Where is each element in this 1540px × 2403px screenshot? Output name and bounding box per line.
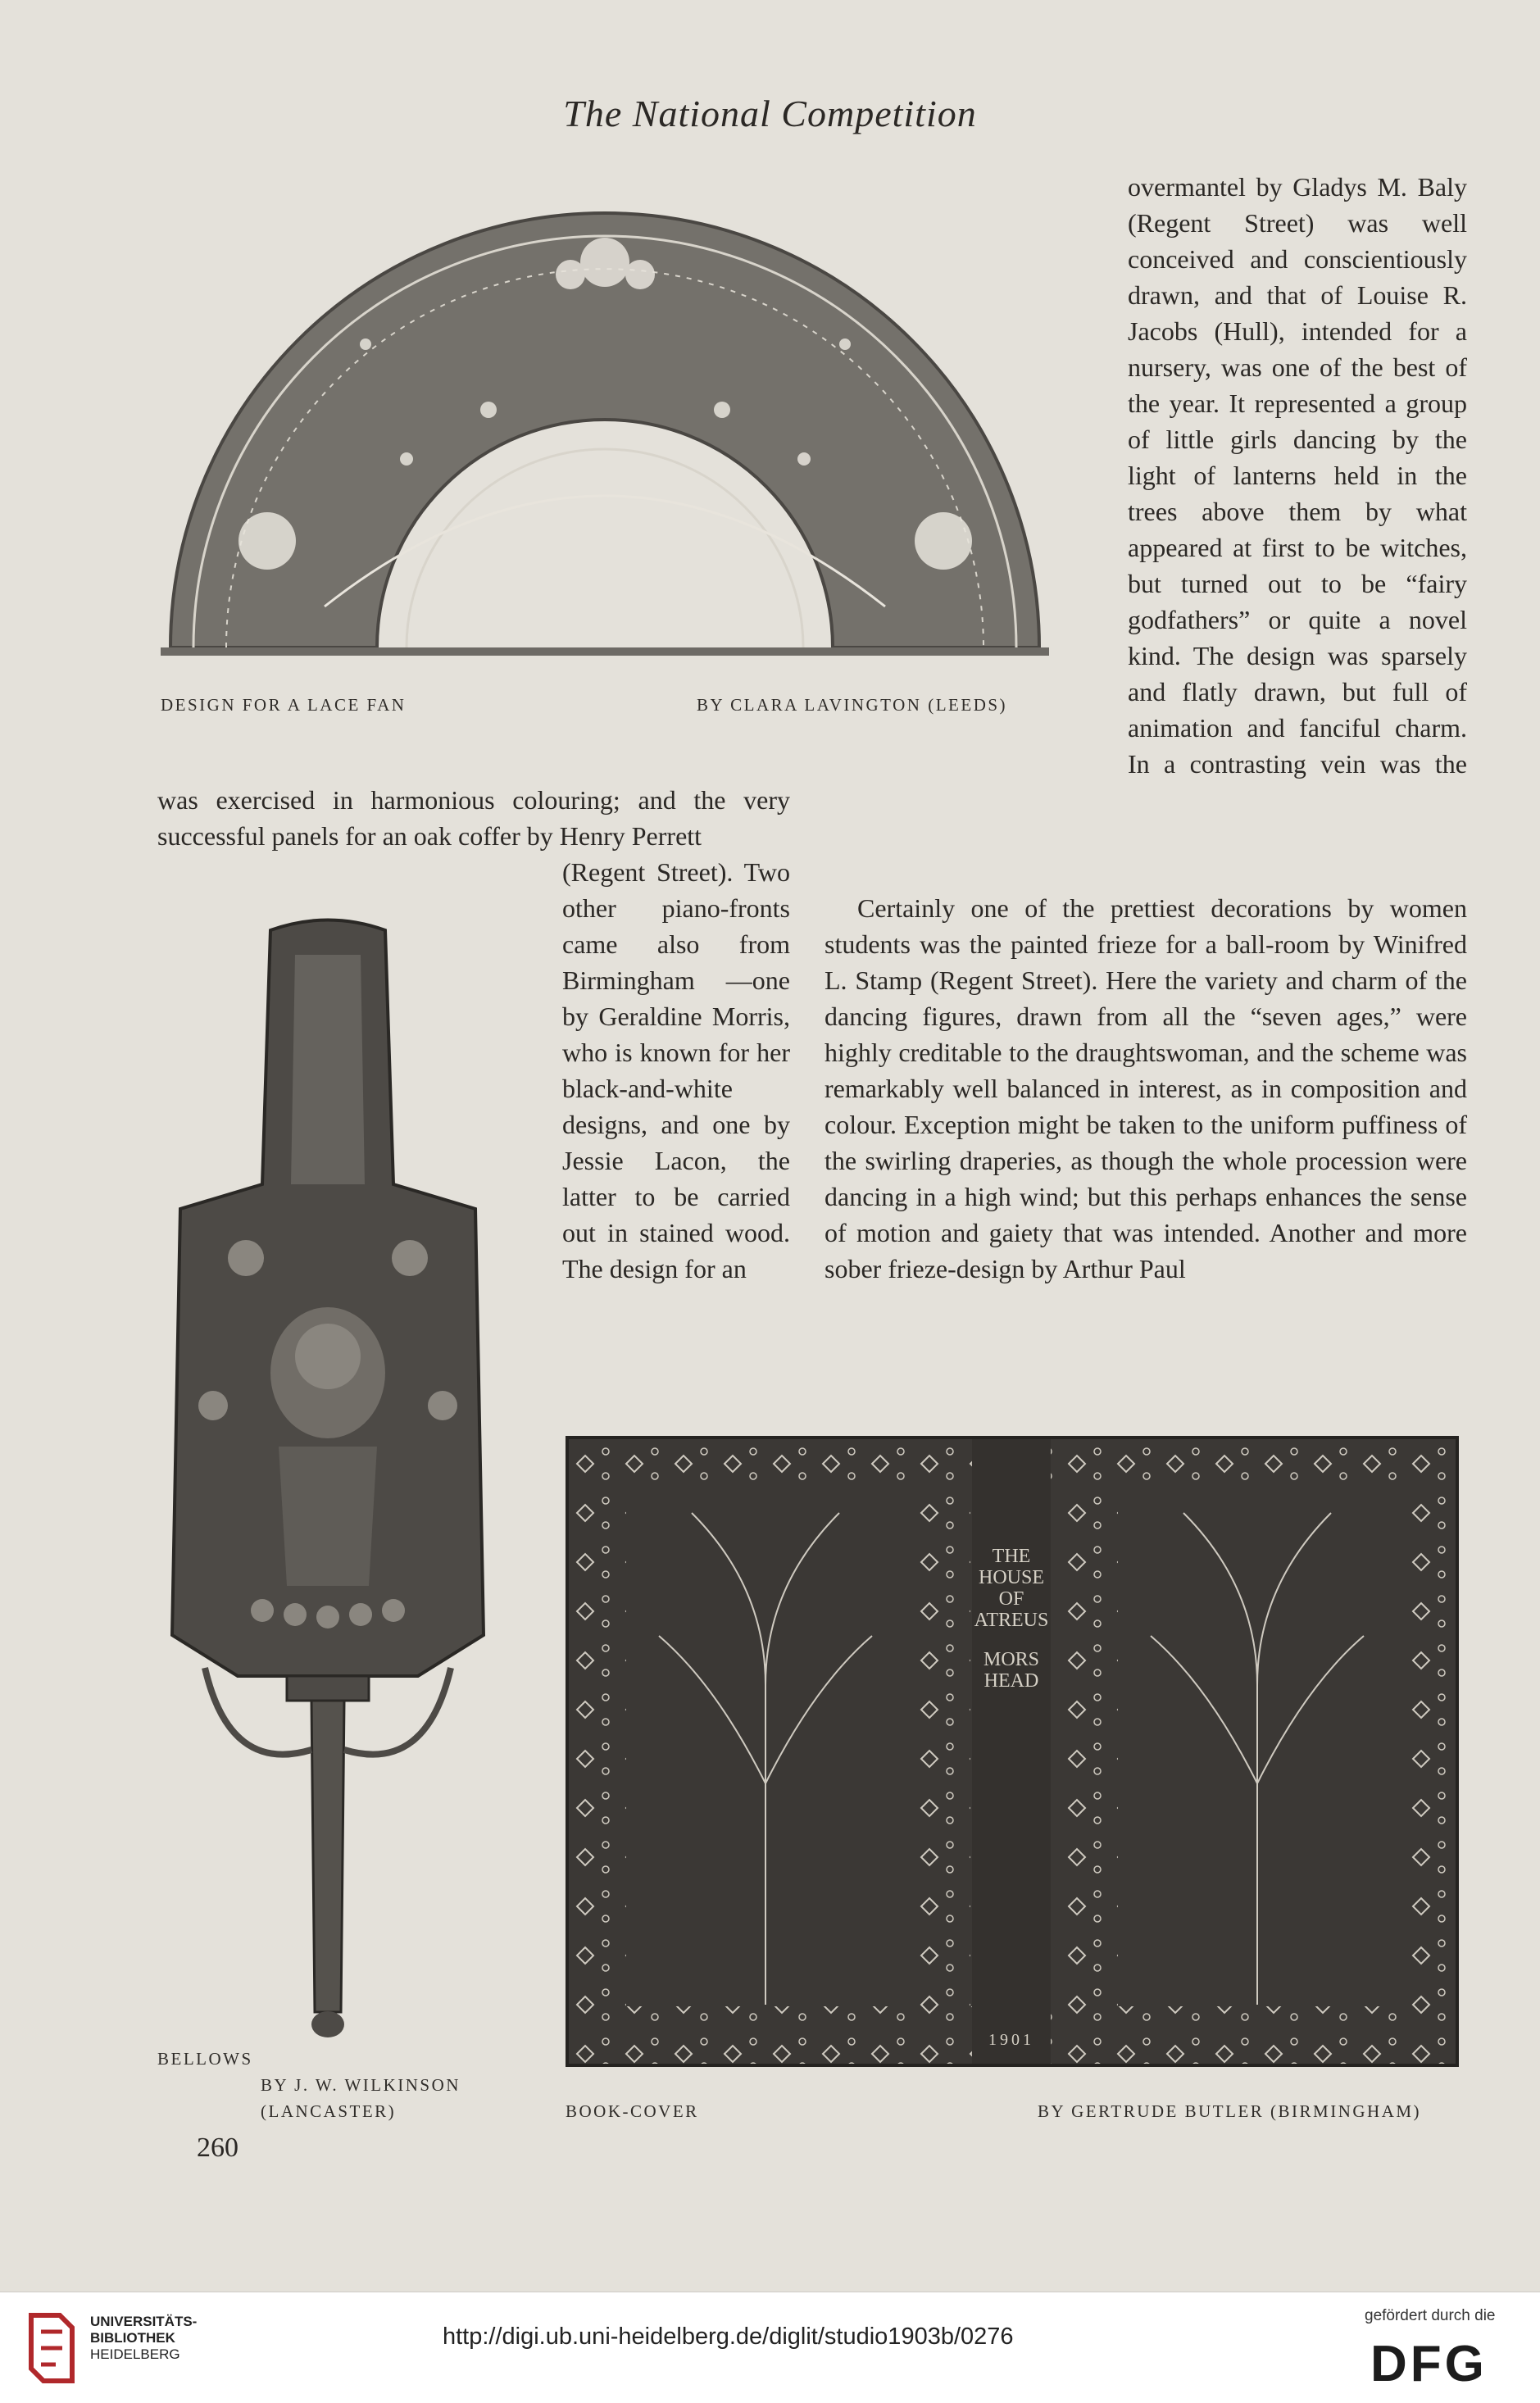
right-column-lower (825, 854, 1467, 1359)
bellows-illustration (156, 914, 500, 2045)
paragraph-frieze: Certainly one of the prettiest decorations by women students was the painted frieze for a ball-room by Winifred L. Stamp (Regent Street). Here the variety and charm of the dancing figures, drawn from all the “seven ages,” were highly creditable to the draughtswoman, and the scheme was remarkably well balanced in interest, as in composition and colour. Exception might be taken to the uniform puffiness of the swirling draperies, as though the whole procession were dancing in a high wind; but this perhaps enhances the sense of motion and gaiety that was intended. Another and more sober frieze-design by Arthur Paul (825, 893, 1467, 1283)
library-name-line: HEIDELBERG (90, 2346, 180, 2362)
spine-title-line: ATREUS (974, 1610, 1049, 1631)
spine-author-line: HEAD (984, 1670, 1039, 1692)
lace-fan-illustration (161, 197, 1049, 656)
paragraph-overmantel-upper: overmantel by Gladys M. Baly (Regent Street) was well conceived and conscientiously drawn, and that of Louise R. Jacobs (Hull), intended for a nursery, was one of the best of the year. It represented a group of little girls dancing by the light of lanterns held in the trees above them by what appeared at first to be witches, but turned out to be “fairy godfathers” or quite a novel kind. The design was sparsely and flatly drawn, but full of animation and fanciful charm. In a contrasting vein was the (1128, 172, 1467, 779)
paragraph-piano-fronts: (Regent Street). Two other piano-fronts came also from Birmingham —one by Geraldine Morris, who is known for her black-and-white designs, and one by Jessie Lacon, the latter to be carried out in stained wood. The design for an (562, 857, 790, 1283)
bellows-caption-artist: BY J. W. WILKINSON (261, 2075, 461, 2095)
left-column-top (157, 782, 790, 854)
book-spine-title (972, 1546, 1051, 1692)
book-cover-illustration (566, 1436, 1459, 2067)
fan-caption-artist: BY CLARA LAVINGTON (LEEDS) (697, 695, 1008, 715)
book-spine-year: 1901 (988, 2031, 1034, 2049)
permalink-url[interactable]: http://digi.ub.uni-heidelberg.de/diglit/studio1903b/0276 (443, 2324, 1014, 2350)
bellows-caption-title: BELLOWS (157, 2049, 253, 2069)
left-column-narrow (562, 854, 790, 1359)
book-caption-artist: BY GERTRUDE BUTLER (BIRMINGHAM) (1038, 2101, 1422, 2121)
library-logo-icon (23, 2307, 80, 2389)
digitization-footer (0, 2292, 1540, 2403)
paragraph-coffer: was exercised in harmonious colouring; and the very successful panels for an oak coffer by Henry Perrett (157, 785, 790, 851)
spine-title-line: OF (998, 1588, 1024, 1610)
library-name-line: BIBLIOTHEK (90, 2330, 175, 2346)
fan-caption-title: DESIGN FOR A LACE FAN (161, 695, 407, 715)
spine-title-line: HOUSE (978, 1567, 1044, 1588)
funded-by-label: gefördert durch die (1365, 2307, 1496, 2324)
running-head: The National Competition (563, 93, 977, 134)
spine-title-line: THE (992, 1546, 1031, 1567)
right-column-top (1128, 169, 1467, 782)
book-caption-title: BOOK-COVER (566, 2101, 699, 2121)
spine-author-line: MORS (983, 1649, 1040, 1670)
library-name-line: UNIVERSITÄTS- (90, 2314, 198, 2329)
dfg-logo: DFG (1370, 2336, 1488, 2392)
page-number: 260 (197, 2133, 238, 2163)
library-name (90, 2314, 254, 2363)
book-cover-ornament (569, 1439, 1456, 2064)
bellows-caption-place: (LANCASTER) (261, 2101, 397, 2121)
